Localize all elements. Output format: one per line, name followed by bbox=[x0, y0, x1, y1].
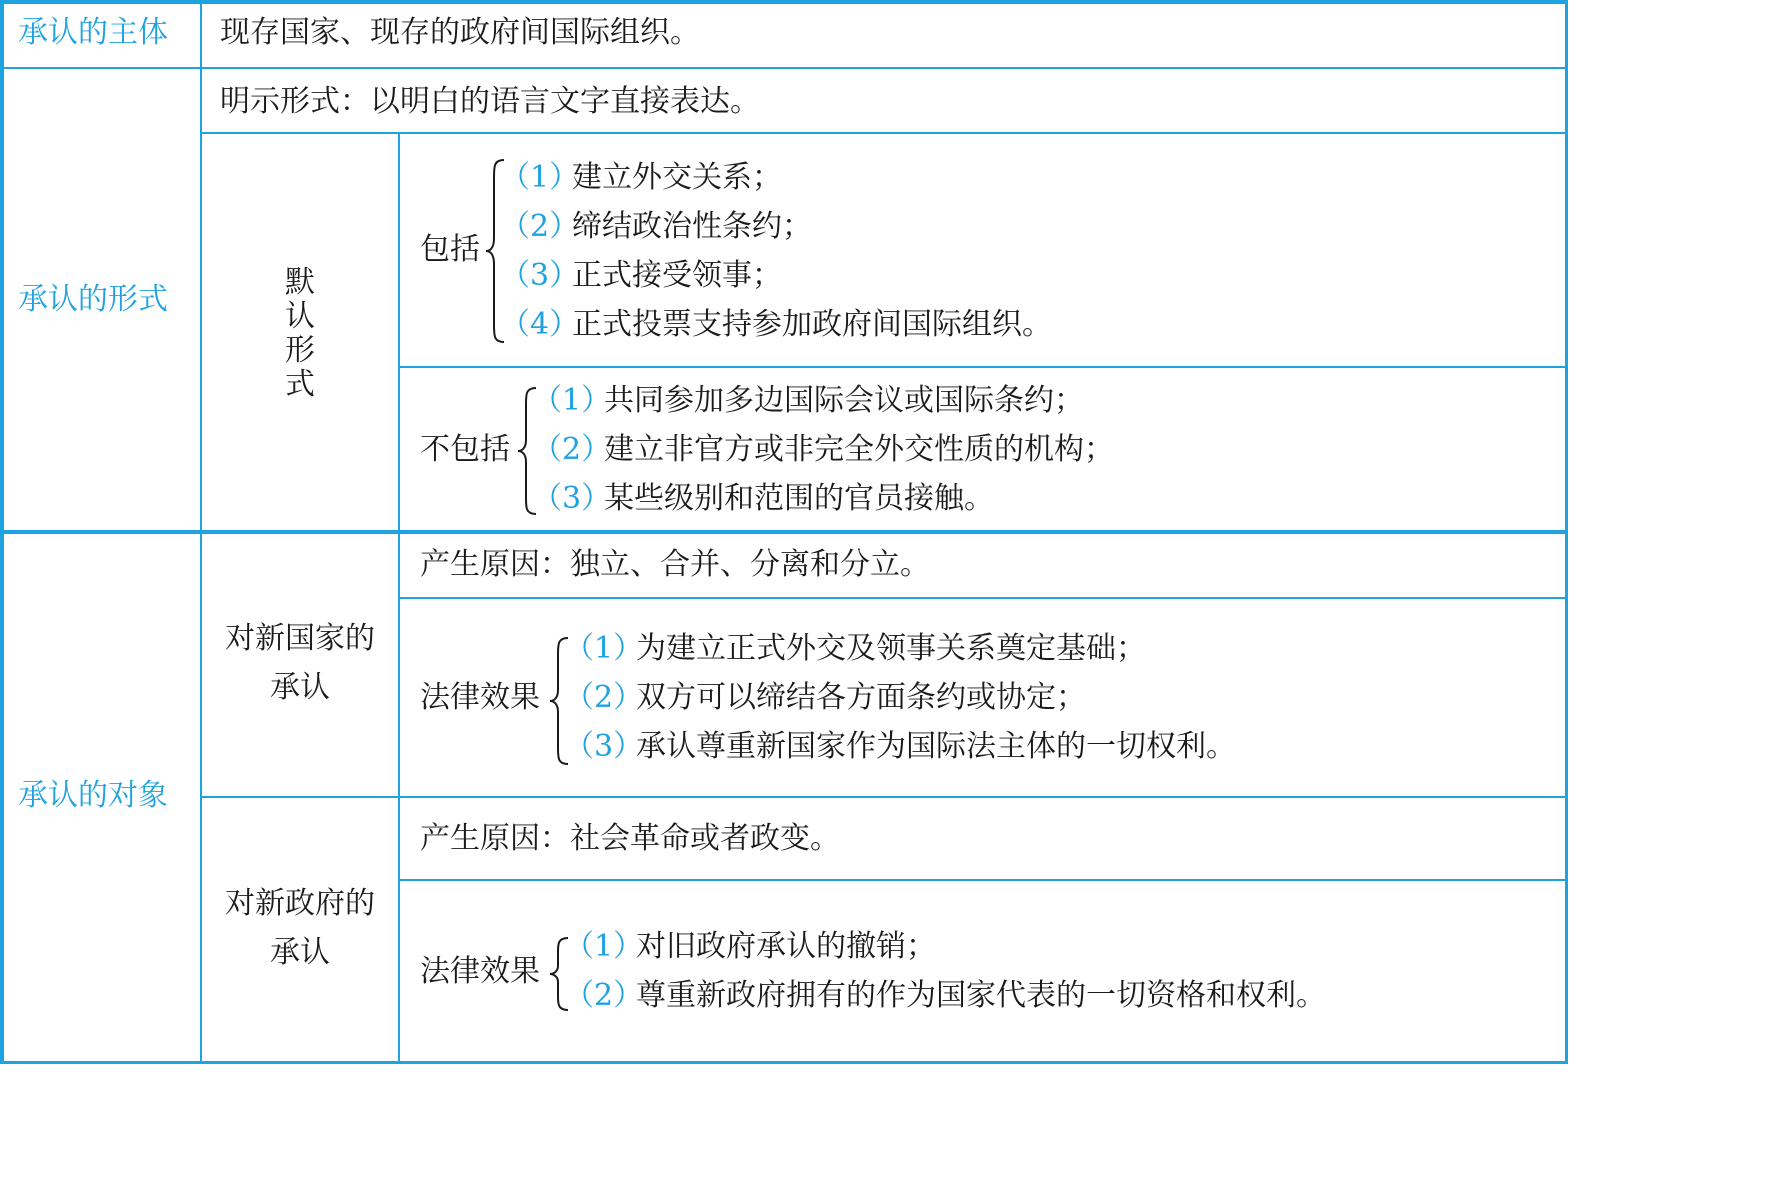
excludes-item-1: （1）共同参加多边国际会议或国际条约； bbox=[532, 383, 1084, 418]
col-divider-2 bbox=[398, 134, 400, 532]
row-divider-state-cause bbox=[398, 597, 1568, 599]
row-divider-form bbox=[0, 530, 1568, 534]
new-gov-label-line2: 承认 bbox=[270, 935, 330, 970]
includes-item-3: （3）正式接受领事； bbox=[500, 258, 782, 293]
new-gov-effect-2: （2）尊重新政府拥有的作为国家代表的一切资格和权利。 bbox=[564, 978, 1326, 1013]
new-gov-label-line1: 对新政府的 bbox=[225, 886, 375, 921]
explicit-form: 明示形式：以明白的语言文字直接表达。 bbox=[220, 84, 760, 119]
implicit-form-label: 默 认 形 式 bbox=[285, 265, 315, 402]
table-border-bottom bbox=[0, 1061, 1568, 1064]
includes-item-1: （1）建立外交关系； bbox=[500, 160, 782, 195]
new-state-label-line1: 对新国家的 bbox=[225, 621, 375, 656]
col-divider-3 bbox=[398, 532, 400, 1064]
excludes-label: 不包括 bbox=[420, 432, 510, 467]
row-divider-includes bbox=[398, 366, 1568, 368]
excludes-item-2: （2）建立非官方或非完全外交性质的机构； bbox=[532, 432, 1114, 467]
new-state-effect-label: 法律效果 bbox=[420, 680, 540, 715]
subject-content: 现存国家、现存的政府间国际组织。 bbox=[220, 15, 700, 50]
row-divider-state bbox=[200, 796, 1568, 798]
includes-label: 包括 bbox=[420, 232, 480, 267]
row-divider-gov-cause bbox=[398, 879, 1568, 881]
new-gov-cause: 产生原因：社会革命或者政变。 bbox=[420, 821, 840, 856]
new-state-label-line2: 承认 bbox=[270, 670, 330, 705]
new-state-cause: 产生原因：独立、合并、分离和分立。 bbox=[420, 547, 930, 582]
header-subject: 承认的主体 bbox=[18, 15, 168, 50]
includes-item-4: （4）正式投票支持参加政府间国际组织。 bbox=[500, 307, 1052, 342]
new-gov-effect-1: （1）对旧政府承认的撤销； bbox=[564, 929, 936, 964]
new-state-effect-2: （2）双方可以缔结各方面条约或协定； bbox=[564, 680, 1086, 715]
row-divider-subject bbox=[0, 67, 1568, 69]
new-state-effect-3: （3）承认尊重新国家作为国际法主体的一切权利。 bbox=[564, 729, 1236, 764]
new-state-effect-1: （1）为建立正式外交及领事关系奠定基础； bbox=[564, 631, 1146, 666]
table-border-top bbox=[0, 0, 1568, 4]
header-object: 承认的对象 bbox=[18, 778, 168, 813]
row-divider-explicit bbox=[200, 132, 1568, 134]
header-form: 承认的形式 bbox=[18, 282, 168, 317]
includes-item-2: （2）缔结政治性条约； bbox=[500, 209, 812, 244]
new-gov-effect-label: 法律效果 bbox=[420, 954, 540, 989]
excludes-item-3: （3）某些级别和范围的官员接触。 bbox=[532, 481, 994, 516]
